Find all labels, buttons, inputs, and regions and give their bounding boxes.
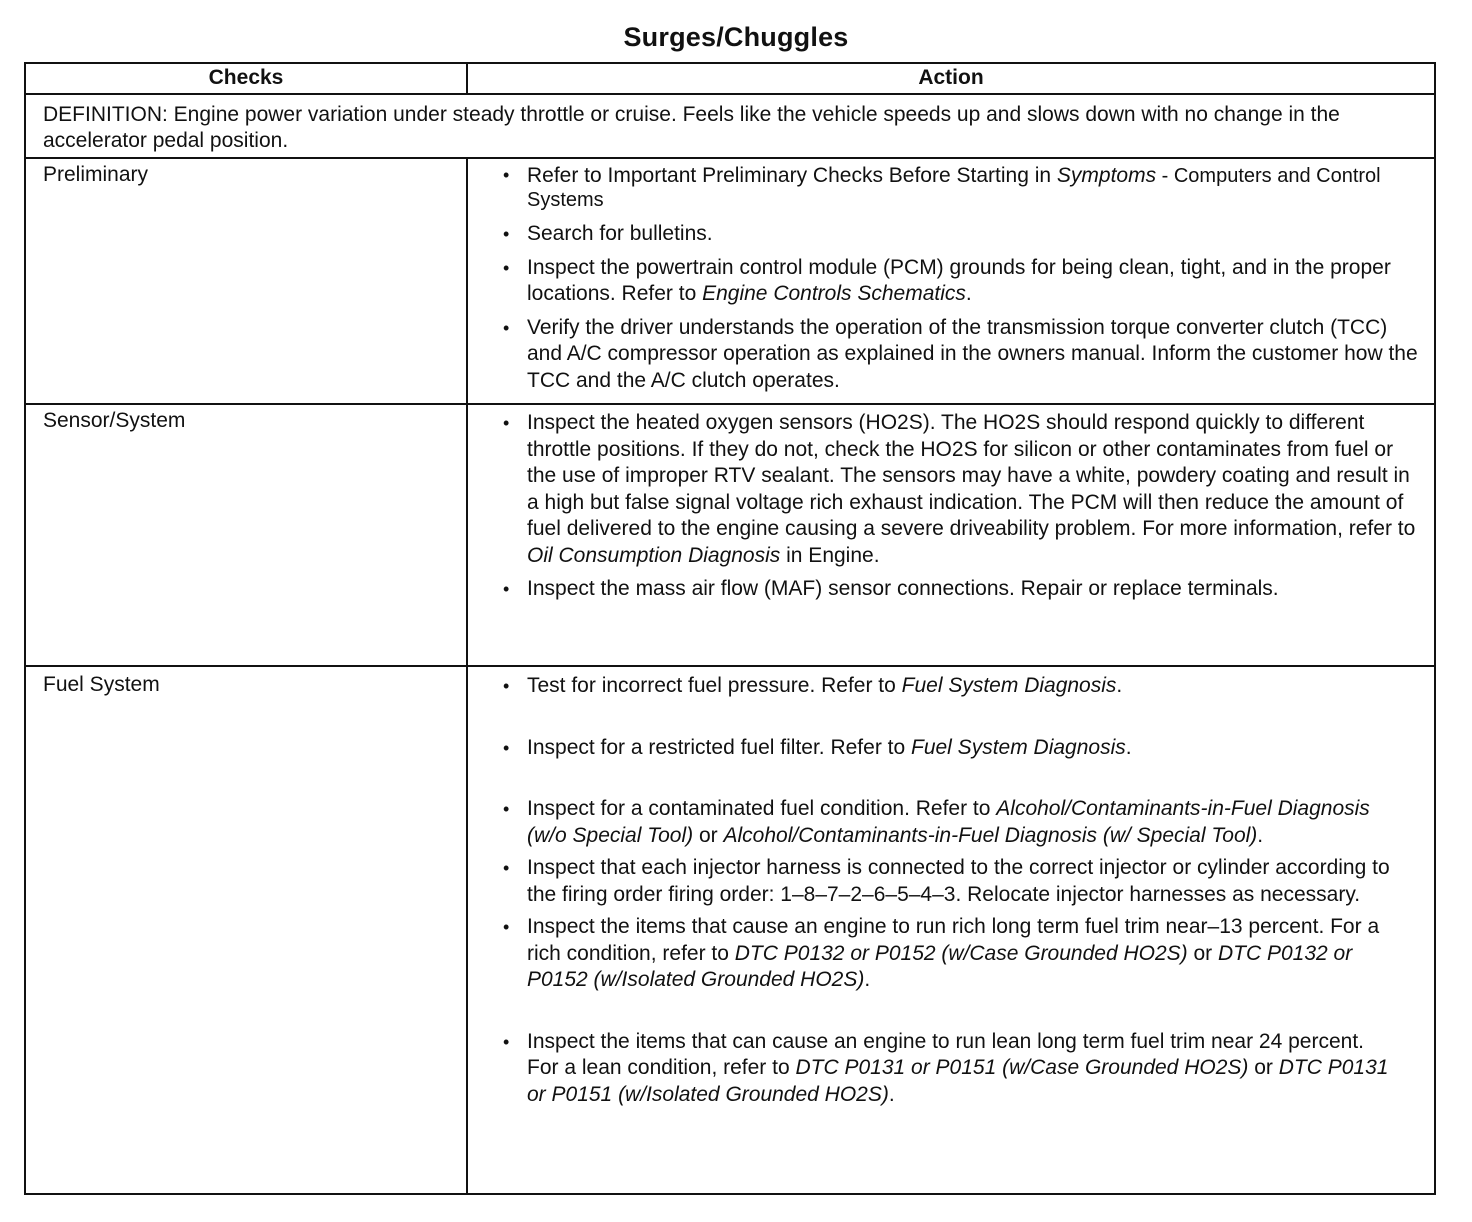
diagnostic-table — [24, 62, 1436, 1195]
definition-row — [25, 94, 1435, 158]
action-item: • Search for bulletins. — [503, 221, 1420, 248]
action-header: Action — [467, 63, 1435, 94]
table-row-sensor-system — [25, 404, 1435, 666]
action-cell — [467, 404, 1435, 666]
action-item: • Inspect that each injector harness is connected to the correct injector or cylinder according to the firing order firing order: 1–8–7–2–6–5–4–3. Relocate injector harnesses as necessary. — [503, 855, 1420, 908]
action-item: • Verify the driver understands the operation of the transmission torque converter clutch (TCC) and A/C compressor operation as explained in the owners manual. Inform the customer how the TCC and the A/C clutch operates. — [503, 315, 1420, 395]
check-cell: Fuel System — [25, 666, 467, 1194]
action-cell — [467, 666, 1435, 1194]
action-item: • Inspect the powertrain control module (PCM) grounds for being clean, tight, and in the proper locations. Refer to Engine Controls Schematics. — [503, 255, 1420, 308]
action-cell — [467, 158, 1435, 404]
check-cell: Sensor/System — [25, 404, 467, 666]
definition-text: DEFINITION: Engine power variation under steady throttle or cruise. Feels like the vehicle speeds up and slows down with no change in the accelerator pedal position. — [25, 94, 1435, 158]
table-row-fuel-system — [25, 666, 1435, 1194]
action-list — [503, 410, 1420, 603]
table-row-preliminary — [25, 158, 1435, 404]
action-item: • Inspect the items that cause an engine to run rich long term fuel trim near–13 percent. For a rich condition, refer to DTC P0132 or P0152 (w/Case Grounded HO2S) or DTC P0132 or P0152 (w/Isolated Grounded HO2S). — [503, 914, 1420, 994]
header-row — [25, 63, 1435, 94]
action-item: • Refer to Important Preliminary Checks Before Starting in Symptoms - Computers and Control Systems — [503, 164, 1420, 212]
action-item: • Inspect for a restricted fuel filter. Refer to Fuel System Diagnosis. — [503, 735, 1420, 762]
action-list — [503, 164, 1420, 394]
action-item: • Inspect the heated oxygen sensors (HO2S). The HO2S should respond quickly to different throttle positions. If they do not, check the HO2S for silicon or other contaminates from fuel or the use of improper RTV sealant. The sensors may have a white, powdery coating and result in a high but false signal voltage rich exhaust indication. The PCM will then reduce the amount of fuel delivered to the engine causing a severe driveability problem. For more information, refer to Oil Consumption Diagnosis in Engine. — [503, 410, 1420, 569]
action-list — [503, 673, 1420, 1108]
check-cell: Preliminary — [25, 158, 467, 404]
action-item: • Inspect for a contaminated fuel condition. Refer to Alcohol/Contaminants-in-Fuel Diagnosis (w/o Special Tool) or Alcohol/Contaminants-in-Fuel Diagnosis (w/ Special Tool). — [503, 796, 1420, 849]
checks-header: Checks — [25, 63, 467, 94]
action-item: • Test for incorrect fuel pressure. Refer to Fuel System Diagnosis. — [503, 673, 1420, 700]
action-item: • Inspect the mass air flow (MAF) sensor connections. Repair or replace terminals. — [503, 576, 1420, 603]
action-item: • Inspect the items that can cause an engine to run lean long term fuel trim near 24 percent. For a lean condition, refer to DTC P0131 or P0151 (w/Case Grounded HO2S) or DTC P0131 or P0151 (w/Isolated Grounded HO2S). — [503, 1029, 1420, 1109]
page-title: Surges/Chuggles — [623, 22, 849, 52]
